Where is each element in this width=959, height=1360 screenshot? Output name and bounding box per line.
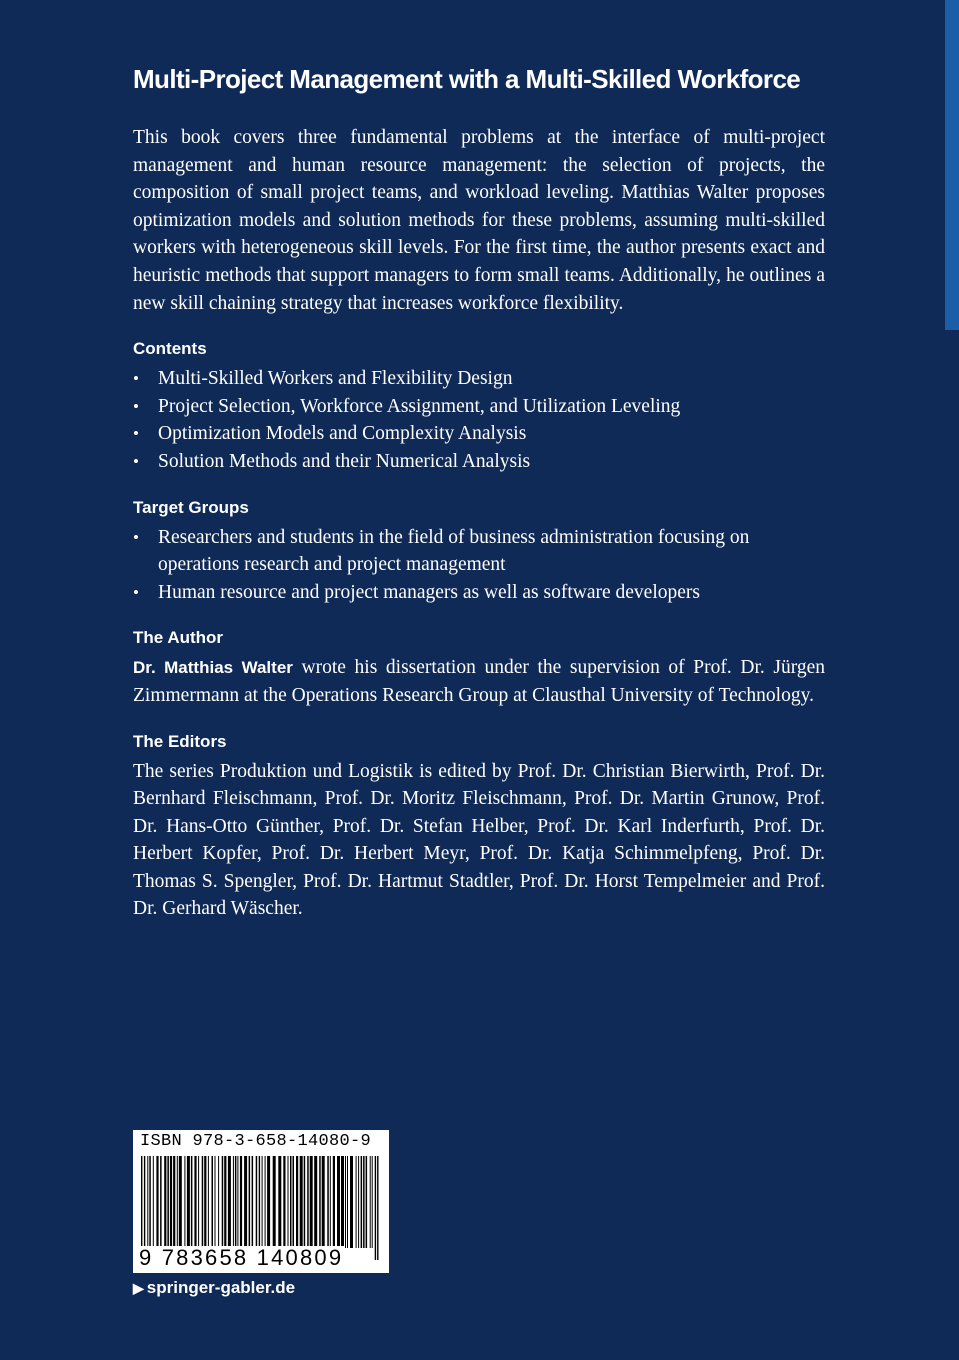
barcode-bar [179,1156,182,1248]
barcode-bar [194,1156,196,1248]
barcode-bar [288,1156,289,1248]
contents-heading: Contents [133,339,207,359]
barcode-bar [240,1156,242,1248]
author-section [133,627,825,709]
barcode-bar [170,1156,172,1248]
barcode-bar [361,1156,363,1248]
barcode-bar [337,1156,340,1248]
editors-section [133,731,825,924]
barcode-bar [265,1156,266,1248]
barcode-bar [350,1156,353,1248]
barcode-bar [167,1156,169,1248]
list-item: • Human resource and project managers as well as software developers [133,579,825,607]
barcode-bar [256,1156,258,1248]
barcode-bar [345,1156,346,1248]
barcode-bar [290,1156,292,1248]
author-heading: The Author [133,628,224,648]
barcode-bar [314,1156,317,1248]
barcode-bar [149,1156,151,1248]
back-cover-content [133,62,825,923]
publisher-website[interactable] [133,1278,295,1298]
editors-text: The series Produktion und Logistik is edited by Prof. Dr. Christian Bierwirth, Prof. Dr. Bernhard Fleischmann, Prof. Dr. Moritz Fleischmann, Prof. Dr. Martin Grunow, Prof. Dr. Hans-Otto Günther, Prof. Dr. Stefan Helber, Prof. Dr. Karl Inderfurth, Prof. Dr. Herbert Kopfer, Prof. Dr. Herbert Meyr, Prof. Dr. Katja Schimmelpfeng, Prof. Dr. Thomas S. Spengler, Prof. Dr. Hartmut Stadtler, Prof. Dr. Horst Tempelmeier and Prof. Dr. Gerhard Wäscher. [133,760,825,920]
barcode-bar [198,1156,199,1248]
barcode-bar [212,1156,214,1248]
barcode-bar [356,1156,357,1248]
barcode-bar [377,1156,378,1260]
barcode-bar [307,1156,309,1248]
barcode-bar [187,1156,190,1248]
barcode-bar [293,1156,295,1248]
barcode-bar [252,1156,254,1248]
contents-list [133,365,825,475]
ean-digits: 9 783658 140809 [139,1245,344,1270]
barcode-bar [304,1156,306,1248]
barcode-bar [319,1156,321,1248]
barcode-bar [300,1156,303,1248]
arrow-right-icon: ▶ [133,1280,144,1296]
barcode-bar [215,1156,216,1248]
list-item: • Researchers and students in the field of business administration focusing on operations research and project management [133,524,825,579]
list-item: • Project Selection, Workforce Assignment, and Utilization Leveling [133,393,825,421]
barcode-bar [204,1156,206,1248]
barcode-bar [235,1156,237,1248]
barcode-bar [173,1156,175,1248]
barcode-bar [322,1156,325,1248]
barcode-bar [347,1156,348,1248]
barcode-bar [191,1156,193,1248]
barcode-bar [363,1156,365,1248]
isbn-label: ISBN 978-3-658-14080-9 [140,1132,372,1151]
barcode-bar [358,1156,359,1248]
barcode-bar [202,1156,204,1248]
barcode-bar [208,1156,209,1248]
barcode-bar [233,1156,234,1248]
barcode-bar [156,1156,158,1248]
barcode-bar [147,1156,148,1248]
barcode-bar [375,1156,376,1260]
barcode-bar [224,1156,226,1248]
target-groups-section [133,497,825,607]
side-color-stripe [945,0,959,330]
book-title: Multi-Project Management with a Multi-Skilled Workforce [133,64,801,94]
barcode-bar [330,1156,331,1248]
barcode-bar [278,1156,281,1248]
barcode-bar [296,1156,298,1248]
contents-section [133,338,825,475]
barcode-bar [228,1156,231,1248]
barcode-bar [177,1156,178,1248]
barcode-bar [327,1156,329,1248]
barcode-bar [273,1156,276,1248]
barcode-bar [262,1156,263,1248]
list-item: • Optimization Models and Complexity Analysis [133,420,825,448]
barcode-bar [366,1156,368,1248]
barcode-bar [184,1156,185,1248]
barcode-bar [341,1156,344,1248]
author-bio [133,654,825,709]
isbn-barcode [133,1130,389,1273]
barcode-bar [267,1156,270,1248]
target-groups-list [133,524,825,607]
barcode-bar [310,1156,313,1248]
author-name: Dr. Matthias Walter [133,658,293,678]
barcode-bar [249,1156,251,1248]
barcode-bar [164,1156,166,1248]
barcode-bar [237,1156,238,1248]
barcode-bar [372,1156,373,1248]
barcode-bar [283,1156,285,1248]
author-bio-text: wrote his dissertation under the supervision of Prof. Dr. Jürgen Zimmermann at the Operations Research Group at Clausthal University of Technology. [133,657,826,706]
list-item: • Multi-Skilled Workers and Flexibility Design [133,365,825,393]
book-description: This book covers three fundamental problems at the interface of multi-project management and human resource management: the selection of projects, the composition of small project teams, and workload leveling. Matthias Walter proposes optimization models and solution methods for these problems, assuming multi-skilled workers with heterogeneous skill levels. For the first time, the author presents exact and heuristic methods that support managers to form small teams. Additionally, he outlines a new skill chaining strategy that increases workforce flexibility. [133,127,825,314]
barcode-bar [153,1156,154,1248]
barcode-bar [244,1156,247,1248]
website-label: springer-gabler.de [146,1278,296,1297]
target-groups-heading: Target Groups [133,497,249,517]
barcode-bar [218,1156,219,1248]
barcode-bar [333,1156,335,1248]
editors-heading: The Editors [133,731,227,751]
barcode-bar [160,1156,162,1248]
barcode-bar [370,1156,371,1248]
barcode-bar [222,1156,224,1248]
list-item: • Solution Methods and their Numerical Analysis [133,448,825,476]
